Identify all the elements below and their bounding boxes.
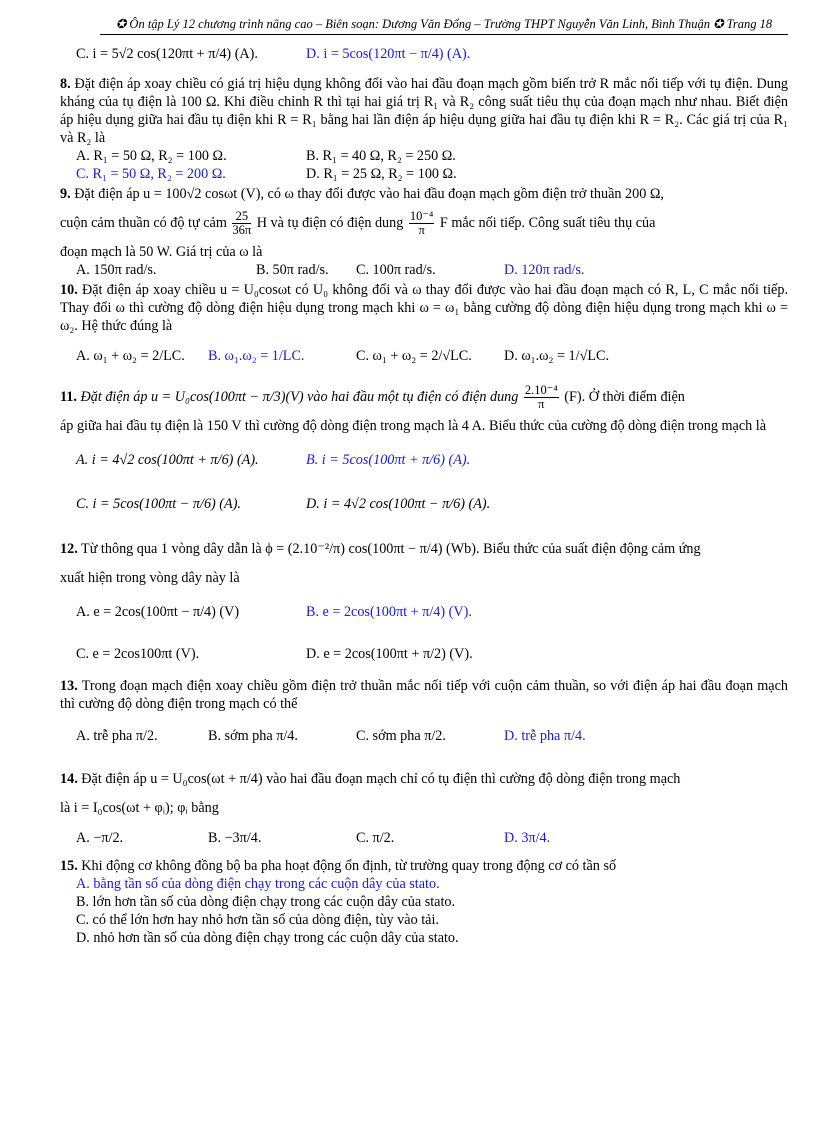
q14-line2: là i = I₀cos(ωt + φᵢ); φᵢ bằng: [60, 800, 219, 816]
prev-option-c: C. i = 5√2 cos(120πt + π/4) (A).: [76, 46, 258, 62]
q9-line3: đoạn mạch là 50 W. Giá trị của ω là: [60, 244, 263, 260]
q9-option-c: C. 100π rad/s.: [356, 262, 436, 278]
question-11: [60, 377, 788, 417]
q8-option-c: C. R₁ = 50 Ω, R₂ = 200 Ω.: [76, 166, 226, 182]
q9-option-d: D. 120π rad/s.: [504, 262, 585, 278]
q14-option-d: D. 3π/4.: [504, 830, 551, 846]
question-number: 12.: [60, 541, 78, 557]
question-text-line1: Đặt điện áp u = 100√2 cosωt (V), có ω thay đổi được vào hai đầu đoạn mạch gồm điện trở thuần 200 Ω,: [74, 186, 664, 202]
q13-option-b: B. sớm pha π/4.: [208, 728, 298, 744]
q8-options-row2: [60, 165, 788, 183]
question-number: 14.: [60, 771, 78, 787]
q12-option-c: C. e = 2cos100πt (V).: [76, 646, 200, 662]
q9-text-b: H và tụ điện có điện dung: [256, 215, 404, 231]
q11-options-row2: [60, 487, 788, 521]
q12-options-row2: [60, 637, 788, 671]
question-13: [60, 677, 788, 713]
question-number: 8.: [60, 76, 71, 92]
q12-option-d: D. e = 2cos(100πt + π/2) (V).: [306, 646, 473, 662]
question-number: 15.: [60, 858, 78, 874]
q8-option-b: B. R₁ = 40 Ω, R₂ = 250 Ω.: [306, 148, 456, 164]
q9-options: [60, 261, 788, 279]
q11-option-a: A. i = 4√2 cos(100πt + π/6) (A).: [76, 452, 259, 468]
q14-option-b: B. −3π/4.: [208, 830, 262, 846]
document-page: [60, 16, 788, 947]
q15-option-a: A. bằng tần số của dòng điện chạy trong các cuộn dây của stato.: [76, 876, 440, 892]
q11-options-row1: [60, 443, 788, 477]
fraction-denominator: π: [418, 223, 425, 238]
q15-option-c: C. có thể lớn hơn hay nhỏ hơn tần số của dòng điện, tùy vào tải.: [76, 912, 439, 928]
q11-option-d: D. i = 4√2 cos(100πt − π/6) (A).: [306, 496, 491, 512]
fraction-denominator: 36π: [232, 223, 252, 238]
question-text: Đặt điện áp xoay chiều u = U₀cosωt có U₀ không đổi và ω thay đổi được vào hai đầu đoạn mạch có R, L, C mắc nối tiếp. Thay đổi ω thì cường độ dòng điện hiệu dụng trong mạch khi ω = ω₁ bằng cường độ dòng điện hiệu dụng trong mạch khi ω = ω₂. Hệ thức đúng là: [60, 282, 788, 334]
q11-line2: áp giữa hai đầu tụ điện là 150 V thì cường độ dòng điện trong mạch là 4 A. Biểu thức của cường độ dòng điện trong mạch là: [60, 418, 766, 434]
q10-option-d: D. ω₁.ω₂ = 1/√LC.: [504, 348, 610, 364]
q12-option-a: A. e = 2cos(100πt − π/4) (V): [76, 604, 240, 620]
question-10: [60, 281, 788, 335]
q12-options-row1: [60, 595, 788, 629]
q15-option-d: D. nhỏ hơn tần số của dòng điện chạy trong các cuộn dây của stato.: [76, 930, 459, 946]
question-15: [60, 857, 788, 875]
fraction-numerator: 10⁻⁴: [409, 209, 434, 224]
prev-options: [60, 37, 788, 71]
capacitance-fraction: [524, 384, 559, 411]
page-header: ✪ Ôn tập Lý 12 chương trình nâng cao – Biên soạn: Dương Văn Đổng – Trường THPT Nguyễn Văn Linh, Bình Thuận ✪ Trang 18: [100, 16, 788, 35]
q10-options: [60, 339, 788, 373]
q9-line2: [60, 203, 788, 243]
prev-option-d: D. i = 5cos(120πt − π/4) (A).: [306, 46, 471, 62]
question-number: 13.: [60, 678, 78, 694]
question-number: 10.: [60, 282, 78, 298]
question-text: Đặt điện áp xoay chiều có giá trị hiệu dụng không đổi vào hai đầu đoạn mạch gồm biến trở R mắc nối tiếp với tụ điện. Dung kháng của tụ điện là 100 Ω. Khi điều chỉnh R thì tại hai giá trị R₁ và R₂ công suất tiêu thụ của đoạn mạch như nhau. Biết điện áp hiệu dụng giữa hai đầu tụ điện khi R = R₁ bằng hai lần điện áp hiệu dụng giữa hai đầu tụ điện khi R = R₂. Các giá trị của R₁ và R₂ là: [60, 76, 789, 146]
q14-text-line1: Đặt điện áp u = U₀cos(ωt + π/4) vào hai đầu đoạn mạch chỉ có tụ điện thì cường độ dòng điện trong mạch: [81, 771, 681, 787]
fraction-numerator: 2.10⁻⁴: [524, 383, 558, 398]
question-number: 11.: [60, 389, 77, 405]
question-text: Khi động cơ không đồng bộ ba pha hoạt động ổn định, từ trường quay trong động cơ có tần số: [81, 858, 617, 874]
q11-option-b: B. i = 5cos(100πt + π/6) (A).: [306, 452, 471, 468]
fraction-denominator: π: [538, 397, 545, 412]
question-8: [60, 75, 788, 147]
q13-option-d: D. trễ pha π/4.: [504, 728, 586, 744]
q9-text-a: cuộn cảm thuần có độ tự cảm: [60, 215, 227, 231]
question-text: Trong đoạn mạch điện xoay chiều gồm điện trở thuần mắc nối tiếp với cuộn cảm thuần, so với điện áp hai đầu đoạn mạch thì cường độ dòng điện trong mạch có thể: [60, 678, 788, 712]
q15-option-b: B. lớn hơn tần số của dòng điện chạy trong các cuộn dây của stato.: [76, 894, 456, 910]
q10-option-a: A. ω₁ + ω₂ = 2/LC.: [76, 348, 185, 364]
capacitance-fraction: [409, 210, 434, 237]
q14-option-c: C. π/2.: [356, 830, 395, 846]
q9-text-c: F mắc nối tiếp. Công suất tiêu thụ của: [439, 215, 656, 231]
q13-option-c: C. sớm pha π/2.: [356, 728, 446, 744]
q8-option-a: A. R₁ = 50 Ω, R₂ = 100 Ω.: [76, 148, 227, 164]
q9-option-a: A. 150π rad/s.: [76, 262, 157, 278]
q10-option-b: B. ω₁.ω₂ = 1/LC.: [208, 348, 305, 364]
q13-option-a: A. trễ pha π/2.: [76, 728, 158, 744]
inductance-fraction: [232, 210, 251, 237]
q8-option-d: D. R₁ = 25 Ω, R₂ = 100 Ω.: [306, 166, 457, 182]
q14-options: [60, 821, 788, 855]
question-12: [60, 529, 788, 569]
question-9: [60, 185, 788, 203]
q10-option-c: C. ω₁ + ω₂ = 2/√LC.: [356, 348, 472, 364]
q11-text-b: (F). Ở thời điểm điện: [564, 389, 685, 405]
q12-text-line1: Từ thông qua 1 vòng dây dẫn là ϕ = (2.10⁻²/π) cos(100πt − π/4) (Wb). Biểu thức của suất điện động cảm ứng: [81, 541, 701, 557]
q14-option-a: A. −π/2.: [76, 830, 124, 846]
q11-option-c: C. i = 5cos(100πt − π/6) (A).: [76, 496, 241, 512]
q12-option-b: B. e = 2cos(100πt + π/4) (V).: [306, 604, 472, 620]
q9-option-b: B. 50π rad/s.: [256, 262, 329, 278]
q12-line2: xuất hiện trong vòng dây này là: [60, 570, 240, 586]
question-14: [60, 759, 788, 799]
q8-options-row1: [60, 147, 788, 165]
q13-options: [60, 719, 788, 753]
fraction-numerator: 25: [232, 210, 251, 224]
question-number: 9.: [60, 186, 71, 202]
q11-text-a: Đặt điện áp u = U₀cos(100πt − π/3)(V) vào hai đầu một tụ điện có điện dung: [80, 389, 519, 405]
